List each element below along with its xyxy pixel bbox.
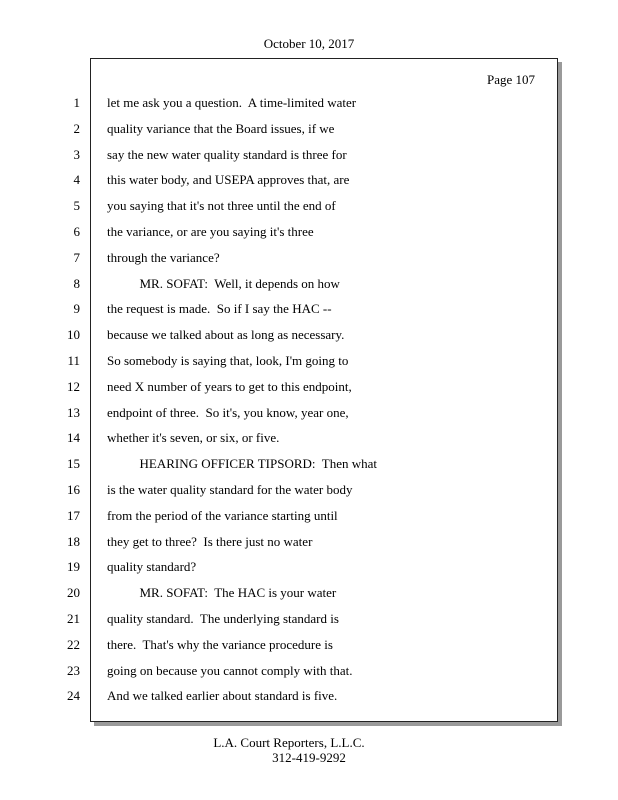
line-number: 14	[67, 430, 80, 446]
line-text: because we talked about as long as necessary.	[107, 327, 345, 343]
line-number: 8	[73, 275, 80, 291]
line-number: 4	[73, 172, 80, 188]
line-number: 1	[73, 95, 80, 110]
line-number: 22	[67, 636, 80, 652]
line-text: And we talked earlier about standard is five.	[107, 688, 338, 704]
header-date: October 10, 2017	[263, 36, 355, 51]
line-number: 10	[67, 327, 80, 343]
line-number: 6	[73, 224, 80, 239]
line-number: 20	[67, 585, 80, 601]
line-text: quality standard?	[107, 559, 197, 575]
line-text: this water body, and USEPA approves that, are	[107, 172, 350, 188]
line-text: is the water quality standard for the water body	[107, 482, 353, 497]
line-number: 9	[73, 301, 80, 317]
line-text: MR. SOFAT: Well, it depends on how	[107, 275, 340, 291]
line-text: the variance, or are you saying it's three	[107, 224, 314, 239]
line-text: So somebody is saying that, look, I'm going to	[107, 353, 349, 368]
line-text: you saying that it's not three until the end of	[107, 198, 336, 214]
line-text: need X number of years to get to this endpoint,	[107, 378, 352, 394]
line-number: 17	[67, 507, 80, 523]
line-number: 19	[67, 559, 80, 575]
line-number: 5	[73, 198, 80, 214]
line-number: 16	[67, 482, 80, 497]
line-text: there. That's why the variance procedure is	[107, 636, 333, 652]
line-number: 13	[67, 404, 80, 420]
line-text: MR. SOFAT: The HAC is your water	[107, 585, 337, 601]
page-number: Page 107	[487, 72, 536, 87]
footer-phone: 312-419-9292	[272, 750, 346, 765]
line-number: 23	[67, 662, 80, 678]
line-text: going on because you cannot comply with that.	[107, 662, 353, 678]
footer-company: L.A. Court Reporters, L.L.C.	[213, 735, 365, 750]
line-text: say the new water quality standard is three for	[107, 146, 347, 162]
line-number: 18	[67, 533, 80, 549]
line-text: quality standard. The underlying standard is	[107, 611, 339, 626]
line-number: 2	[73, 120, 80, 136]
line-text: quality variance that the Board issues, if we	[107, 120, 335, 136]
line-number: 11	[67, 353, 80, 368]
line-text: through the variance?	[107, 249, 220, 265]
line-number: 7	[73, 249, 80, 265]
line-number: 12	[67, 378, 80, 394]
line-text: whether it's seven, or six, or five.	[107, 430, 280, 446]
line-number: 3	[73, 146, 80, 162]
line-number: 24	[67, 688, 80, 704]
line-text: HEARING OFFICER TIPSORD: Then what	[107, 456, 378, 472]
line-text: the request is made. So if I say the HAC --	[107, 301, 332, 317]
line-number: 15	[67, 456, 80, 472]
line-text: they get to three? Is there just no water	[107, 533, 313, 549]
line-text: let me ask you a question. A time-limited water	[107, 95, 357, 110]
line-number: 21	[67, 611, 80, 626]
line-text: from the period of the variance starting until	[107, 507, 338, 523]
line-text: endpoint of three. So it's, you know, year one,	[107, 404, 349, 420]
